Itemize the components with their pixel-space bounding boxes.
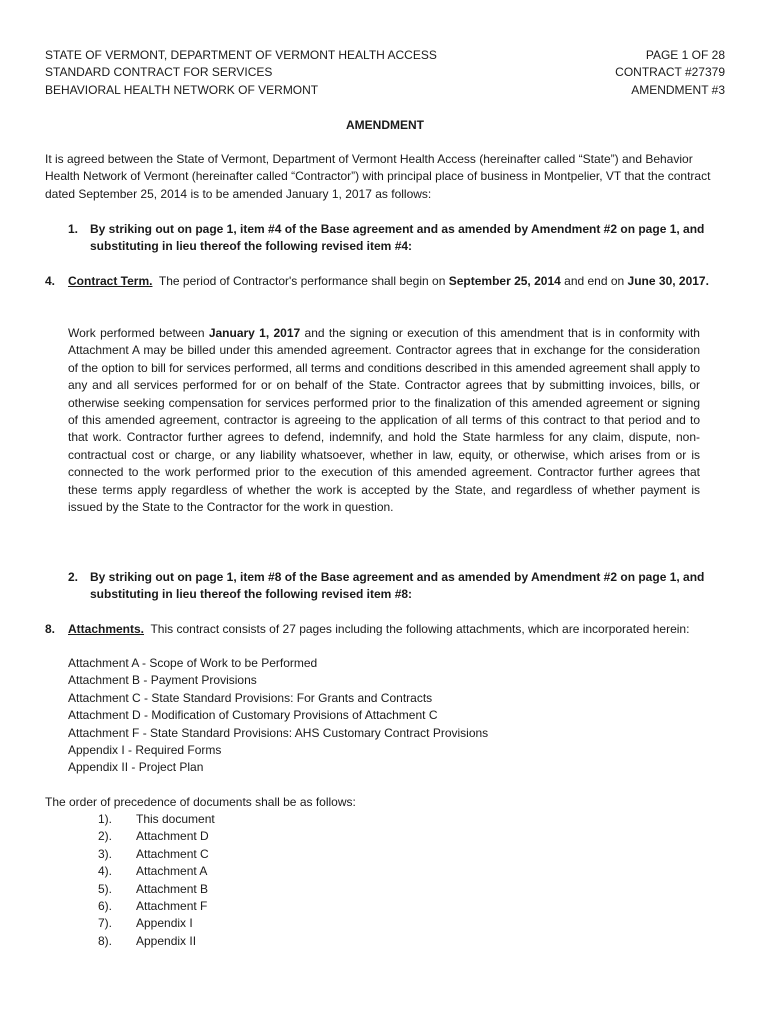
amendment-item-number: 2. — [68, 570, 79, 584]
list-item: Attachment A - Scope of Work to be Performed — [68, 656, 318, 670]
list-item — [68, 915, 468, 932]
header-contract-type: STANDARD CONTRACT FOR SERVICES — [45, 65, 273, 80]
list-item-number: 1). — [97, 812, 112, 826]
list-item-text: Appendix II — [136, 933, 197, 948]
header-contract-number: CONTRACT #27379 — [615, 65, 725, 80]
precedence-intro: The order of precedence of documents shall be as follows: — [45, 795, 356, 809]
list-item-text: Attachment F — [136, 898, 208, 913]
precedence-list — [68, 811, 468, 950]
list-item — [68, 898, 468, 915]
header-page-number: PAGE 1 OF 28 — [645, 48, 725, 62]
list-item-number: 6). — [97, 898, 112, 913]
list-item: Attachment B - Payment Provisions — [68, 673, 257, 688]
list-item: Attachment C - State Standard Provisions: For Grants and Contracts — [68, 690, 433, 705]
clause-attachments — [45, 621, 717, 638]
contract-end-date: June 30, 2017. — [627, 274, 709, 288]
clause-body — [68, 621, 717, 638]
paragraph-text: Work performed between — [68, 326, 205, 340]
list-item-text: This document — [136, 812, 215, 826]
list-item-number: 2). — [97, 829, 112, 844]
clause-number: 8. — [45, 622, 56, 636]
list-item-text: Attachment D — [136, 829, 209, 844]
list-item — [68, 863, 468, 880]
amendment-item-number: 1. — [68, 222, 79, 236]
amendment-item-text: By striking out on page 1, item #8 of the Base agreement and as amended by Amendment #2 on page 1, and substituting in lieu thereof the following revised item #8: — [90, 570, 705, 602]
clause-body — [68, 273, 717, 290]
clause-text: The period of Contractor's performance shall begin on — [158, 274, 446, 288]
clause-heading: Contract Term. — [68, 274, 153, 288]
header-right-block — [525, 47, 725, 99]
clause-contract-term — [45, 273, 717, 290]
contract-start-date: September 25, 2014 — [448, 274, 561, 288]
header-agency: STATE OF VERMONT, DEPARTMENT OF VERMONT HEALTH ACCESS — [45, 48, 437, 62]
work-start-date: January 1, 2017 — [208, 326, 301, 340]
list-item-text: Attachment B — [136, 881, 209, 896]
work-performed-paragraph — [68, 325, 700, 516]
intro-paragraph: It is agreed between the State of Vermont, Department of Vermont Health Access (hereinafter called “State”) and Behavior Health Network of Vermont (hereinafter called “Contractor”) with principal place of business in Montpelier, VT that the contract dated September 25, 2014 is to be amended January 1, 2017 as follows: — [45, 152, 711, 201]
header-contractor: BEHAVIORAL HEALTH NETWORK OF VERMONT — [45, 82, 319, 97]
list-item-text: Appendix I — [136, 916, 193, 931]
list-item-number: 5). — [97, 881, 112, 896]
list-item: Appendix II - Project Plan — [68, 760, 204, 775]
list-item-number: 8). — [97, 933, 112, 948]
amendment-item-1 — [68, 221, 716, 256]
clause-heading: Attachments. — [68, 622, 145, 636]
clause-number: 4. — [45, 274, 56, 288]
list-item-text: Attachment A — [136, 864, 208, 879]
paragraph-text: and the signing or execution of this amendment that is in conformity with Attachment A may be billed under this amended agreement. Contractor agrees that in exchange for the consideration of the option to bill for services performed, all terms and conditions described in this amended agreement shall apply to any and all services performed for or on behalf of the State. Contractor agrees that by submitting invoices, bills, or otherwise seeking compensation for services performed prior to the finalization of this amended agreement or signing of this amended agreement, contractor is agreeing to the application of all terms of this contract to that period and to that work. Contractor further agrees to defend, indemnify, and hold the State harmless for any claim, dispute, non-contractual cost or charge, or any liability whatsoever, whether in law, equity, or otherwise, which arises from or is connected to the work performed prior to the execution of this amended agreement. Contractor further agrees that these terms apply regardless of whether the work is accepted by the State, and regardless of whether payment is issued by the State to the Contractor for the work in question. — [68, 326, 700, 515]
header-amendment-number: AMENDMENT #3 — [631, 82, 725, 97]
list-item — [68, 846, 468, 863]
header-left-block — [45, 47, 505, 99]
list-item-number: 7). — [97, 916, 112, 931]
list-item: Attachment D - Modification of Customary Provisions of Attachment C — [68, 708, 438, 723]
list-item — [68, 811, 468, 828]
list-item-number: 4). — [97, 864, 112, 879]
list-item: Appendix I - Required Forms — [68, 743, 222, 758]
list-item: Attachment F - State Standard Provisions: AHS Customary Contract Provisions — [68, 725, 489, 740]
document-title: AMENDMENT — [346, 118, 424, 132]
list-item — [68, 881, 468, 898]
clause-text: This contract consists of 27 pages including the following attachments, which are incorporated herein: — [150, 622, 690, 636]
list-item-text: Attachment C — [136, 846, 209, 861]
amendment-item-2 — [68, 569, 716, 604]
clause-text: and end on — [564, 274, 625, 288]
list-item-number: 3). — [97, 846, 112, 861]
amendment-item-text: By striking out on page 1, item #4 of the Base agreement and as amended by Amendment #2 on page 1, and substituting in lieu thereof the following revised item #4: — [90, 222, 705, 254]
attachments-list — [68, 655, 708, 777]
list-item — [68, 933, 468, 950]
list-item — [68, 828, 468, 845]
